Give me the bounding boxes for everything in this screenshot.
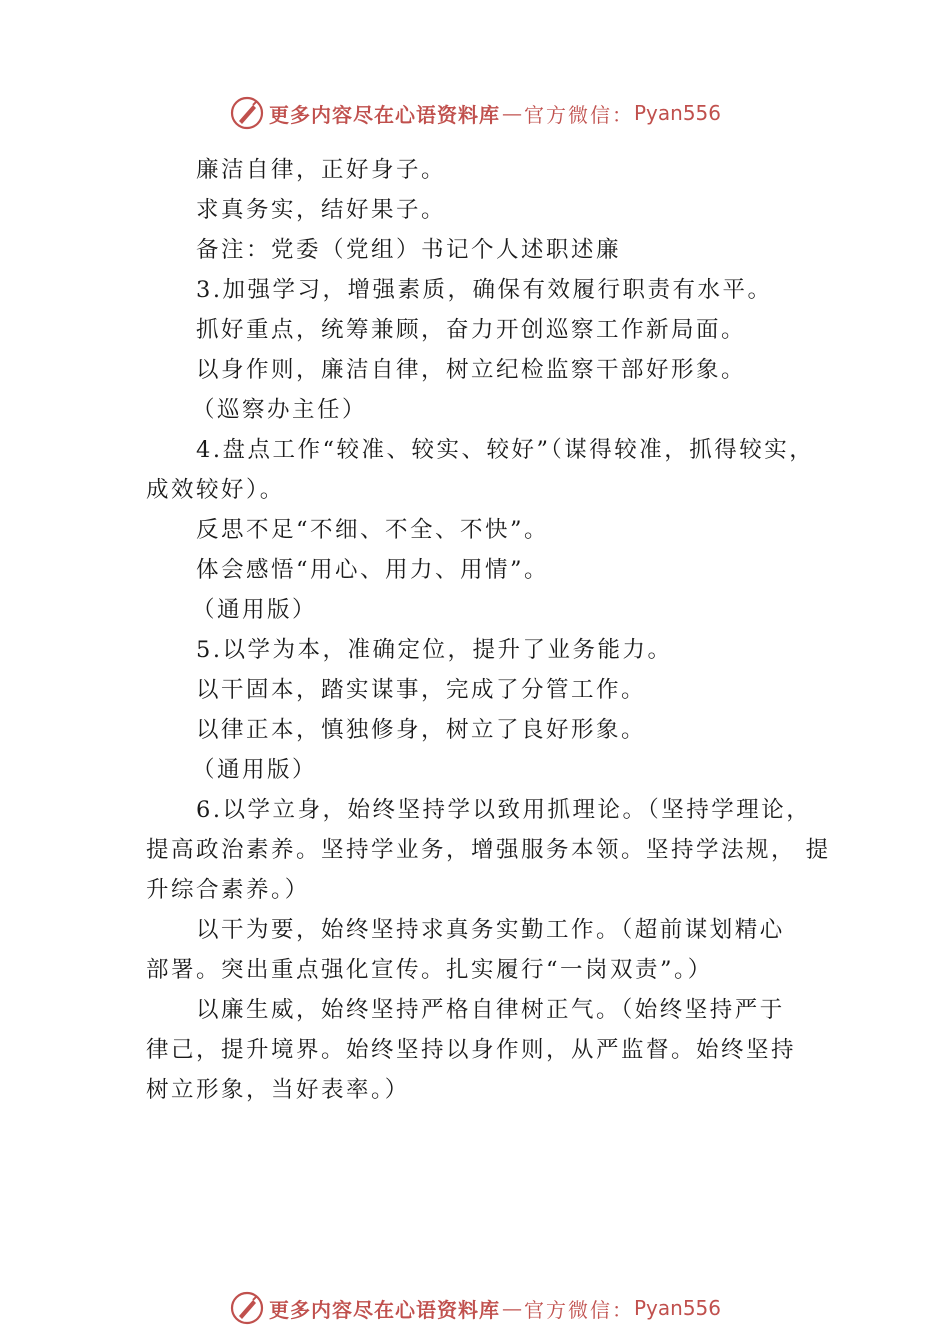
text-line: 律己，提升境界。始终坚持以身作则，从严监督。始终坚持 xyxy=(146,1037,797,1063)
text-line: 体会感悟“用心、用力、用情”。 xyxy=(196,557,550,583)
text-line: 3.加强学习，增强素质，确保有效履行职责有水平。 xyxy=(196,277,773,303)
footer-banner xyxy=(0,1288,950,1328)
text-line: 以干固本，踏实谋事，完成了分管工作。 xyxy=(196,677,647,703)
text-line: （通用版） xyxy=(192,597,318,623)
banner-wechat-label: 官方微信： xyxy=(523,102,634,127)
banner-wechat-id: Pyan556 xyxy=(633,1296,721,1320)
text-line: 成效较好）。 xyxy=(146,477,285,503)
banner-title: 更多内容尽在心语资料库 xyxy=(268,102,500,127)
text-line: 提高政治素养。坚持学业务，增强服务本领。坚持学法规， 提 xyxy=(146,837,831,863)
text-line: 反思不足“不细、不全、不快”。 xyxy=(196,517,550,543)
pen-logo-icon xyxy=(229,95,265,131)
text-line: 以身作则，廉洁自律，树立纪检监察干部好形象。 xyxy=(196,357,747,383)
banner-separator: — xyxy=(501,101,522,125)
banner-title: 更多内容尽在心语资料库 xyxy=(268,1297,500,1322)
text-line: 升综合素养。） xyxy=(146,877,310,903)
banner-wechat-label: 官方微信： xyxy=(523,1297,634,1322)
text-line: （通用版） xyxy=(192,757,318,783)
text-line: 以律正本，慎独修身，树立了良好形象。 xyxy=(196,717,647,743)
text-line: 备注：党委（党组）书记个人述职述廉 xyxy=(196,237,622,263)
banner-wechat-id: Pyan556 xyxy=(633,101,721,125)
text-line: 以干为要，始终坚持求真务实勤工作。（超前谋划精心 xyxy=(196,917,785,943)
header-banner xyxy=(0,93,950,133)
text-line: 5.以学为本，准确定位，提升了业务能力。 xyxy=(196,637,673,663)
text-line: 廉洁自律，正好身子。 xyxy=(196,157,447,183)
document-body xyxy=(146,150,831,1110)
banner-separator: — xyxy=(501,1296,522,1320)
text-line: （巡察办主任） xyxy=(192,397,368,423)
text-line: 以廉生威，始终坚持严格自律树正气。（始终坚持严于 xyxy=(196,997,785,1023)
text-line: 抓好重点，统筹兼顾，奋力开创巡察工作新局面。 xyxy=(196,317,747,343)
text-line: 4.盘点工作“较准、较实、较好”（谋得较准，抓得较实， xyxy=(196,437,815,463)
text-line: 6.以学立身，始终坚持学以致用抓理论。（坚持学理论， xyxy=(196,797,812,823)
text-line: 求真务实，结好果子。 xyxy=(196,197,447,223)
text-line: 树立形象，当好表率。） xyxy=(146,1077,410,1103)
text-line: 部署。突出重点强化宣传。扎实履行“一岗双责”。） xyxy=(146,957,713,983)
pen-logo-icon xyxy=(229,1290,265,1326)
